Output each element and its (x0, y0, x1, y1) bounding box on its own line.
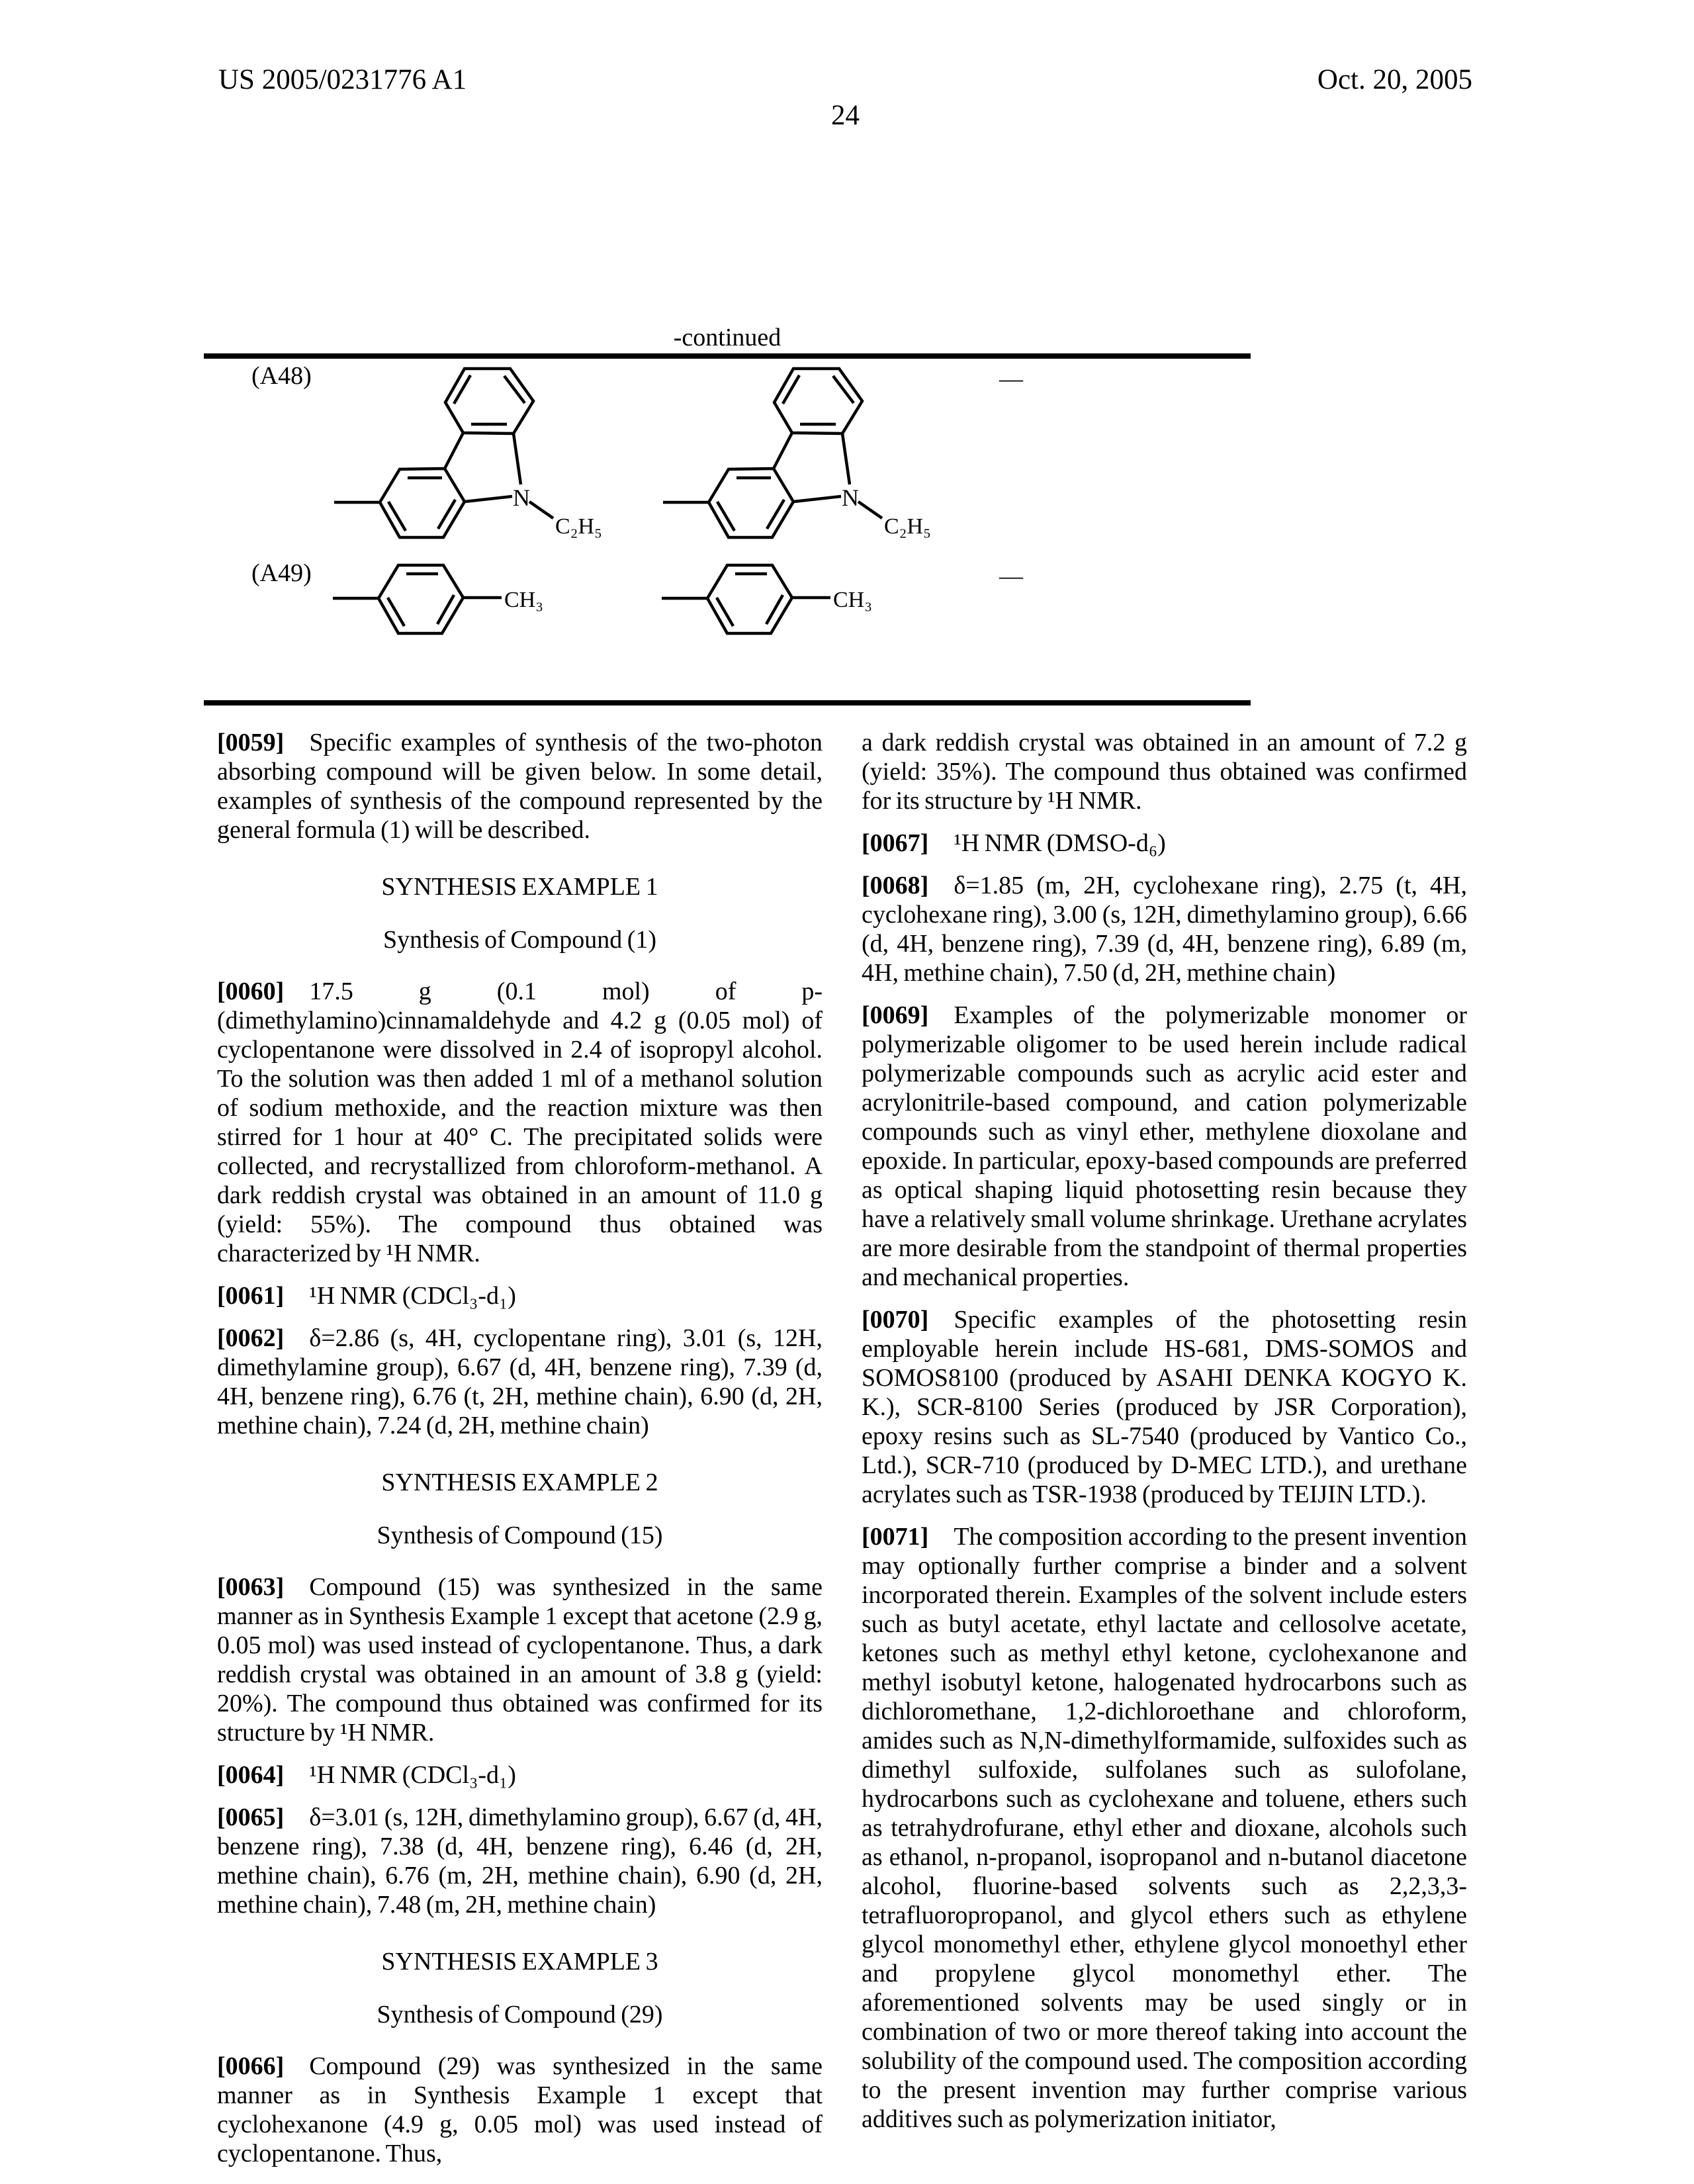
paragraph-number: [0065] (217, 1803, 285, 1831)
paragraph-number: [0067] (862, 829, 929, 857)
paragraph-number: [0062] (217, 1324, 285, 1352)
paragraph-text: ¹H NMR (CDCl₃-d₁) (309, 1282, 516, 1310)
structure-label-a49: (A49) (251, 559, 312, 587)
paragraph (217, 2052, 823, 2168)
paragraph (217, 1760, 823, 1790)
methyl-group-label: CH₃ (504, 588, 544, 612)
publication-date: Oct. 20, 2005 (1317, 64, 1472, 95)
methyl-group-label: CH₃ (833, 588, 873, 612)
right-column (862, 728, 1467, 2134)
paragraph-text: Synthesis of Compound (15) (377, 1522, 663, 1549)
toluene-structure-right (662, 565, 872, 633)
paragraph-number: [0059] (217, 729, 285, 756)
subheading (217, 1521, 823, 1550)
paragraph-text: Specific examples of synthesis of the two-photon absorbing compound will be given below. In some detail, examples of synthesis of the compound represented by the general formula (1) will be described. (217, 729, 823, 844)
ethyl-group-label: C₂H₅ (555, 514, 602, 539)
paragraph-number: [0066] (217, 2052, 285, 2080)
heading (217, 1468, 823, 1497)
subheading (217, 925, 823, 954)
paragraph (217, 1281, 823, 1310)
paragraph-text: ¹H NMR (DMSO-d₆) (954, 829, 1166, 857)
a48-dash: — (999, 365, 1023, 392)
carbazole-structure-right (663, 369, 931, 539)
paragraph (217, 1803, 823, 1919)
paragraph-text: a dark reddish crystal was obtained in an amount of 7.2 g (yield: 35%). The compound thus obtained was confirmed for its structure by ¹H NMR. (862, 729, 1467, 815)
paragraph-text: SYNTHESIS EXAMPLE 2 (381, 1469, 658, 1496)
chemical-structures-table (204, 353, 1251, 705)
paragraph (862, 1522, 1467, 2134)
subheading (217, 2000, 823, 2029)
paragraph-text: ¹H NMR (CDCl₃-d₁) (309, 1761, 516, 1789)
continued-label: -continued (673, 324, 781, 351)
paragraph-number: [0071] (862, 1523, 929, 1551)
paragraph (862, 728, 1467, 815)
paragraph-number: [0069] (862, 1001, 929, 1029)
structures-group (251, 362, 1024, 633)
heading (217, 1947, 823, 1976)
paragraph-text: Compound (15) was synthesized in the same manner as in Synthesis Example 1 except that acetone (2.9 g, 0.05 mol) was used instead of cyclopentanone. Thus, a dark reddish crystal was obtained in an amount of 3.8 g (yield: 20%). The compound thus obtained was confirmed for its structure by ¹H NMR. (217, 1573, 823, 1747)
a49-dash: — (999, 563, 1023, 589)
paragraph-number: [0064] (217, 1761, 285, 1789)
paragraph-number: [0070] (862, 1306, 929, 1334)
paragraph (217, 728, 823, 844)
heading (217, 872, 823, 901)
left-column (217, 728, 823, 2168)
paragraph-text: δ=1.85 (m, 2H, cyclohexane ring), 2.75 (t, 4H, cyclohexane ring), 3.00 (s, 12H, dimethylamino group), 6.66 (d, 4H, benzene ring), 7.39 (d, 4H, benzene ring), 6.89 (m, 4H, methine chain), 7.50 (d, 2H, methine chain) (862, 872, 1467, 987)
paragraph-text: Compound (29) was synthesized in the same manner as in Synthesis Example 1 except that cyclohexanone (4.9 g, 0.05 mol) was used instead of cyclopentanone. Thus, (217, 2052, 823, 2167)
ethyl-group-label: C₂H₅ (884, 514, 931, 539)
nitrogen-atom-label: N (513, 484, 530, 511)
paragraph-text: The composition according to the present invention may optionally further comprise a binder and a solvent incorporated therein. Examples of the solvent include esters such as butyl acetate, ethyl lactate and cellosolve acetate, ketones such as methyl ethyl ketone, cyclohexanone and methyl isobutyl ketone, halogenated hydrocarbons such as dichloromethane, 1,2-dichloroethane and chloroform, amides such as N,N-dimethylformamide, sulfoxides such as dimethyl sulfoxide, sulfolanes such as sulofolane, hydrocarbons such as cyclohexane and toluene, ethers such as tetrahydrofurane, ethyl ether and dioxane, alcohols such as ethanol, n-propanol, isopropanol and n-butanol diacetone alcohol, fluorine-based solvents such as 2,2,3,3-tetrafluoropropanol, and glycol ethers such as ethylene glycol monomethyl ether, ethylene glycol monoethyl ether and propylene glycol monomethyl ether. The aforementioned solvents may be used singly or in combination of two or more thereof taking into account the solubility of the compound used. The composition according to the present invention may further comprise various additives such as polymerization initiator, (862, 1523, 1467, 2133)
patent-number: US 2005/0231776 A1 (218, 64, 467, 95)
toluene-structure-left (333, 565, 543, 633)
paragraph-text: δ=3.01 (s, 12H, dimethylamino group), 6.67 (d, 4H, benzene ring), 7.38 (d, 4H, benzene ring), 6.46 (d, 2H, methine chain), 6.76 (m, 2H, methine chain), 6.90 (d, 2H, methine chain), 7.48 (m, 2H, methine chain) (217, 1803, 823, 1919)
paragraph-number: [0061] (217, 1282, 285, 1310)
paragraph (862, 1001, 1467, 1292)
paragraph (862, 1305, 1467, 1509)
paragraph-number: [0063] (217, 1573, 285, 1601)
paragraph (217, 977, 823, 1268)
paragraph (862, 871, 1467, 987)
paragraph-text: Examples of the polymerizable monomer or polymerizable oligomer to be used herein include radical polymerizable compounds such as acrylic acid ester and acrylonitrile-based compound, and cation polymerizable compounds such as vinyl ether, methylene dioxolane and epoxide. In particular, epoxy-based compounds are preferred as optical shaping liquid photosetting resin because they have a relatively small volume shrinkage. Urethane acrylates are more desirable from the standpoint of thermal properties and mechanical properties. (862, 1001, 1467, 1291)
carbazole-structure-left (334, 369, 602, 539)
paragraph-text: SYNTHESIS EXAMPLE 3 (381, 1948, 658, 1976)
paragraph-number: [0068] (862, 872, 929, 899)
paragraph (862, 829, 1467, 858)
paragraph (217, 1572, 823, 1747)
paragraph-text: Synthesis of Compound (1) (382, 926, 657, 954)
structure-label-a48: (A48) (251, 362, 312, 390)
paragraph-text: δ=2.86 (s, 4H, cyclopentane ring), 3.01 (s, 12H, dimethylamine group), 6.67 (d, 4H, benzene ring), 7.39 (d, 4H, benzene ring), 6.76 (t, 2H, methine chain), 6.90 (d, 2H, methine chain), 7.24 (d, 2H, methine chain) (217, 1324, 823, 1439)
paragraph (217, 1324, 823, 1440)
paragraph-text: Synthesis of Compound (29) (377, 2001, 663, 2028)
nitrogen-atom-label: N (842, 484, 859, 511)
paragraph-text: 17.5 g (0.1 mol) of p-(dimethylamino)cinnamaldehyde and 4.2 g (0.05 mol) of cyclopentanone were dissolved in 2.4 of isopropyl alcohol. To the solution was then added 1 ml of a methanol solution of sodium methoxide, and the reaction mixture was then stirred for 1 hour at 40° C. The precipitated solids were collected, and recrystallized from chloroform-methanol. A dark reddish crystal was obtained in an amount of 11.0 g (yield: 55%). The compound thus obtained was characterized by ¹H NMR. (217, 978, 823, 1267)
page-number: 24 (831, 100, 860, 131)
paragraph-number: [0060] (217, 978, 285, 1005)
paragraph-text: SYNTHESIS EXAMPLE 1 (381, 873, 658, 901)
paragraph-text: Specific examples of the photosetting resin employable herein include HS-681, DMS-SOMOS and SOMOS8100 (produced by ASAHI DENKA KOGYO K. K.), SCR-8100 Series (produced by JSR Corporation), epoxy resins such as SL-7540 (produced by Vantico Co., Ltd.), SCR-710 (produced by D-MEC LTD.), and urethane acrylates such as TSR-1938 (produced by TEIJIN LTD.). (862, 1306, 1467, 1508)
